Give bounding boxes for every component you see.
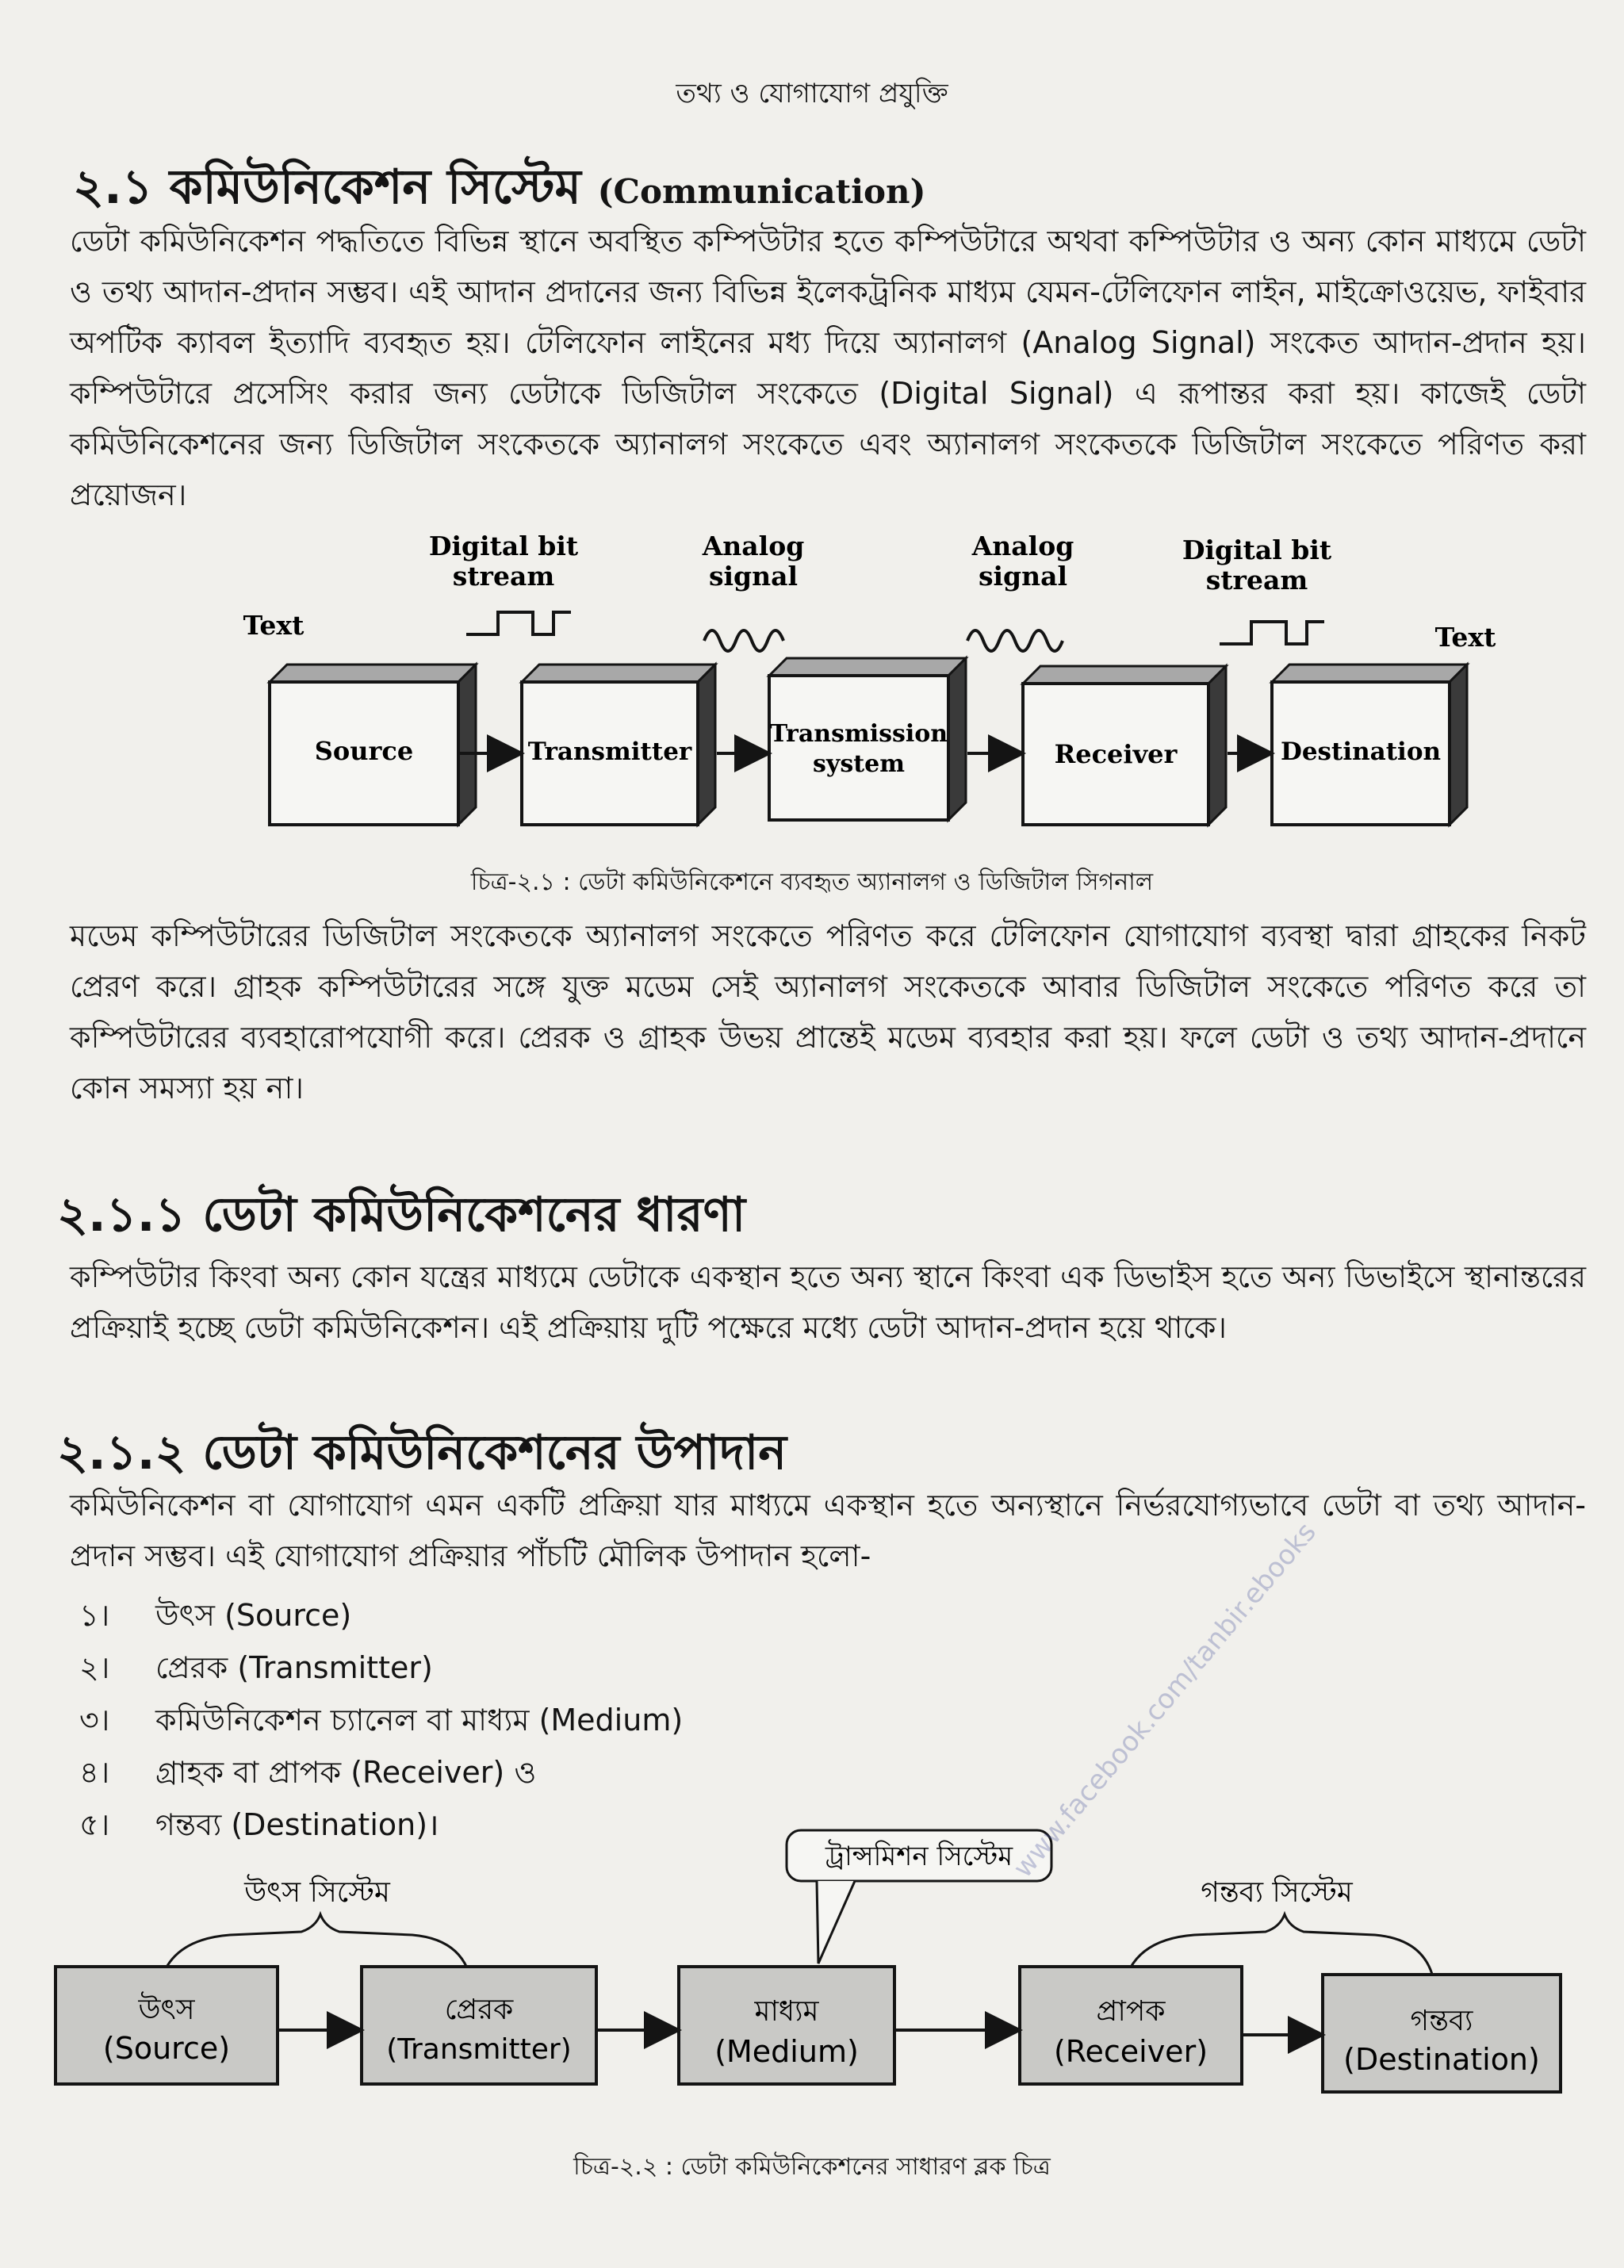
transmission-system-label: ট্রান্সমিশন সিস্টেম — [825, 1841, 1013, 1872]
text-output-label: Text — [1434, 622, 1496, 653]
section-2-1-latin-title: (Communication) — [597, 172, 926, 211]
list-item-number: ১। — [79, 1598, 110, 1633]
figure-2-2-caption: চিত্র-২.২ : ডেটা কমিউনিকেশনের সাধারণ ব্লক চিত্র — [573, 2153, 1051, 2181]
destination-box-label: Destination — [1280, 737, 1442, 766]
list-item-text: গন্তব্য (Destination)। — [155, 1807, 439, 1842]
destination-block-label-bn: গন্তব্য — [1410, 2005, 1473, 2037]
figure-2-1-caption: চিত্র-২.১ : ডেটা কমিউনিকেশনে ব্যবহৃত অ্যানালগ ও ডিজিটাল সিগনাল — [470, 868, 1154, 896]
destination-block — [1323, 1975, 1561, 2092]
medium-block — [679, 1967, 894, 2084]
list-item-text: প্রেরক (Transmitter) — [155, 1650, 433, 1685]
section-2-1-1-heading: ২.১.১ ডেটা কমিউনিকেশনের ধারণা — [57, 1187, 746, 1243]
list-item-number: ২। — [79, 1650, 110, 1685]
list-item-number: ৩। — [79, 1703, 110, 1737]
analog-signal-label-1-line-1: Analog — [702, 531, 805, 561]
digital-bit-stream-label-1-line-2: stream — [452, 561, 555, 592]
transmission-system-box-label-line-1: Transmission — [769, 720, 948, 748]
receiver-box-label: Receiver — [1054, 739, 1178, 769]
section-2-1-1-paragraph: কম্পিউটার কিংবা অন্য কোন যন্ত্রের মাধ্যমে ডেটাকে একস্থান হতে অন্য স্থানে কিংবা এক ডিভাইস হতে অন্য ডিভাইসে স্থানান্তরের প্রক্রিয়াই হচ্ছে ডেটা কমিউনিকেশন। এই প্রক্রিয়ায় দুটি পক্ষেরে মধ্যে ডেটা আদান-প্রদান হয়ে থাকে। — [70, 1259, 1586, 1345]
transmitter-block-label-en: (Transmitter) — [386, 2033, 572, 2066]
transmitter-box-label: Transmitter — [527, 737, 692, 766]
medium-block-label-en: (Medium) — [714, 2034, 859, 2069]
list-item-text: কমিউনিকেশন চ্যানেল বা মাধ্যম (Medium) — [155, 1703, 684, 1737]
transmitter-block — [362, 1967, 596, 2084]
list-item-number: ৫। — [79, 1807, 110, 1842]
source-system-label: উৎস সিস্টেম — [244, 1876, 390, 1909]
list-item-text: উৎস (Source) — [155, 1598, 352, 1633]
section-2-1-2-heading: ২.১.২ ডেটা কমিউনিকেশনের উপাদান — [57, 1425, 787, 1481]
analog-signal-label-2-line-1: Analog — [971, 531, 1074, 561]
analog-signal-label-1-line-2: signal — [708, 561, 799, 592]
digital-bit-stream-label-1-line-1: Digital bit — [428, 531, 579, 561]
source-block-label-en: (Source) — [102, 2031, 231, 2066]
source-block — [56, 1967, 278, 2084]
section-2-1-paragraph-1: ডেটা কমিউনিকেশন পদ্ধতিতে বিভিন্ন স্থানে অবস্থিত কম্পিউটার হতে কম্পিউটারে অথবা কম্পিউটার ও অন্য কোন মাধ্যমে ডেটা ও তথ্য আদান-প্রদান সম্ভব। এই আদান প্রদানের জন্য বিভিন্ন ইলেকট্রনিক মাধ্যম যেমন-টেলিফোন লাইন, মাইক্রোওয়েভ, ফাইবার অপটিক ক্যাবল ইত্যাদি ব্যবহৃত হয়। টেলিফোন লাইনের মধ্য দিয়ে অ্যানালগ (Analog Signal) সংকেত আদান-প্রদান হয়। কম্পিউটারে প্রসেসিং করার জন্য ডেটাকে ডিজিটাল সংকেতে (Digital Signal) এ রূপান্তর করা হয়। কাজেই ডেটা কমিউনিকেশনের জন্য ডিজিটাল সংকেতকে অ্যানালগ সংকেতে এবং অ্যানালগ সংকেতকে ডিজিটাল সংকেতে পরিণত করা প্রয়োজন। — [70, 224, 1586, 512]
digital-bit-stream-label-2-line-1: Digital bit — [1182, 534, 1332, 565]
callout-pointer — [817, 1881, 855, 1963]
digital-bit-stream-label-2-line-2: stream — [1205, 565, 1308, 596]
destination-system-label: গন্তব্য সিস্টেম — [1201, 1876, 1353, 1909]
medium-block-label-bn: মাধ্যম — [754, 1995, 819, 2028]
receiver-block-label-en: (Receiver) — [1053, 2034, 1208, 2069]
analog-signal-label-2-line-2: signal — [978, 561, 1068, 592]
list-item-number: ৪। — [79, 1755, 110, 1790]
transmitter-block-label-bn: প্রেরক — [444, 1994, 514, 2026]
destination-block-label-en: (Destination) — [1343, 2042, 1540, 2077]
source-box-label: Source — [314, 736, 414, 766]
watermark: www.facebook.com/tanbir.ebooks — [1007, 1516, 1323, 1884]
transmission-system-box-label-line-2: system — [813, 750, 905, 778]
source-block-label-bn: উৎস — [138, 1994, 195, 2026]
section-2-1-title: ২.১ কমিউনিকেশন সিস্টেম — [73, 159, 581, 215]
running-header: তথ্য ও যোগাযোগ প্রযুক্তি — [676, 78, 948, 109]
text-input-label: Text — [243, 610, 304, 641]
section-2-1-paragraph-2: মডেম কম্পিউটারের ডিজিটাল সংকেতকে অ্যানালগ সংকেতে পরিণত করে টেলিফোন যোগাযোগ ব্যবস্থা দ্বারা গ্রাহকের নিকট প্রেরণ করে। গ্রাহক কম্পিউটারের সঙ্গে যুক্ত মডেম সেই অ্যানালগ সংকেতকে আবার ডিজিটাল সংকেতে পরিণত করে তা কম্পিউটারের ব্যবহারোপযোগী করে। প্রেরক ও গ্রাহক উভয় প্রান্তেই মডেম ব্যবহার করা হয়। ফলে ডেটা ও তথ্য আদান-প্রদানে কোন সমস্যা হয় না। — [70, 918, 1586, 1105]
receiver-block-label-bn: প্রাপক — [1096, 1995, 1166, 2028]
list-item-text: গ্রাহক বা প্রাপক (Receiver) ও — [155, 1755, 537, 1790]
receiver-block — [1020, 1967, 1242, 2084]
section-2-1-2-paragraph: কমিউনিকেশন বা যোগাযোগ এমন একটি প্রক্রিয়া যার মাধ্যমে একস্থান হতে অন্যস্থানে নির্ভরযোগ্যভাবে ডেটা বা তথ্য আদান-প্রদান সম্ভব। এই যোগাযোগ প্রক্রিয়ার পাঁচটি মৌলিক উপাদান হলো- — [70, 1488, 1586, 1573]
